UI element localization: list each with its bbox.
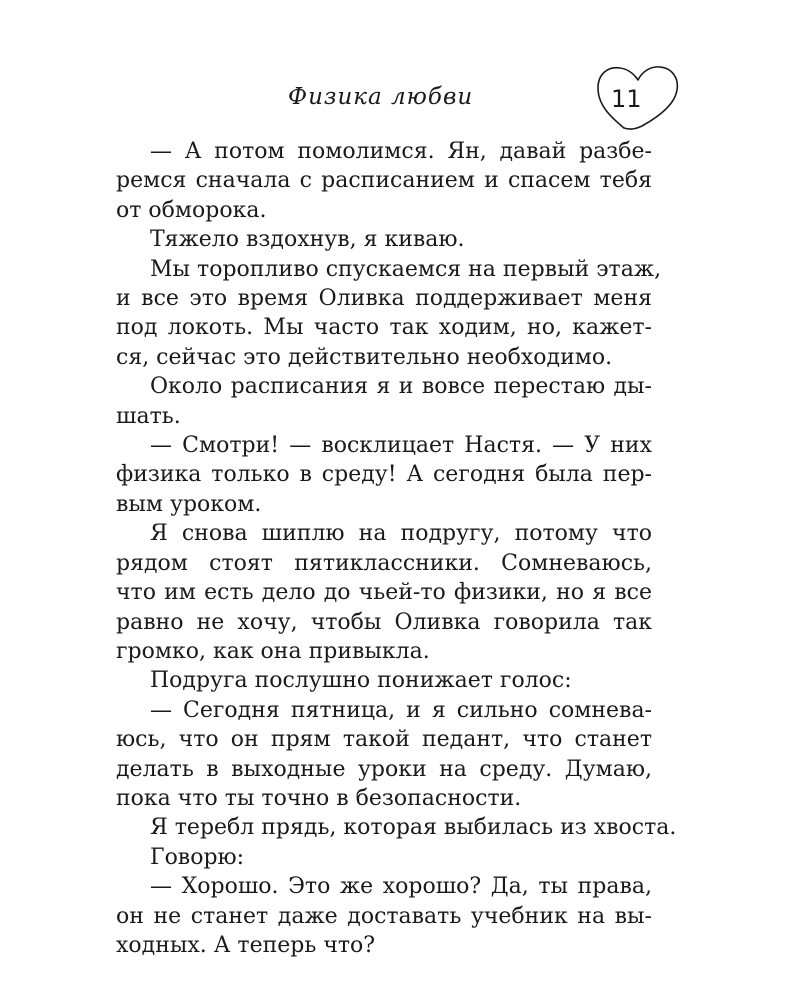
text-line: юсь, что он прям такой педант, что станет [116, 727, 652, 753]
text-line: — Смотри! — восклицает Настя. — У них [150, 433, 652, 459]
body-text [116, 137, 677, 960]
text-line: делать в выходные уроки на среду. Думаю, [116, 756, 652, 782]
text-line: Говорю: [150, 844, 245, 870]
text-line: пока что ты точно в безопасности. [116, 785, 522, 811]
text-line: ходных. А теперь что? [116, 932, 376, 958]
text-line: физика только в среду! А сегодня была пер- [116, 462, 652, 488]
text-line: Тяжело вздохнув, я киваю. [150, 227, 465, 253]
page-number: 11 [611, 85, 642, 113]
text-line: — А потом помолимся. Ян, давай разбе- [150, 139, 652, 164]
text-line: что им есть дело до чьей-то физики, но я все [116, 580, 652, 606]
text-line: от обморока. [116, 197, 267, 223]
text-line: и все это время Оливка поддерживает меня [116, 286, 652, 312]
text-line: он не станет даже доставать учебник на вы- [116, 903, 652, 929]
text-line: — Хорошо. Это же хорошо? Да, ты права, [150, 874, 652, 900]
text-line: Подруга послушно понижает голос: [150, 668, 572, 694]
running-title: Физика любви [288, 84, 474, 110]
text-line: Я теребл прядь, которая выбилась из хвоста. [150, 815, 677, 841]
text-line: рядом стоят пятиклассники. Сомневаюсь, [116, 550, 652, 576]
text-line: под локоть. Мы часто так ходим, но, кажет- [116, 315, 652, 341]
text-line: громко, как она привыкла. [116, 638, 430, 664]
page-number-badge [590, 60, 682, 132]
text-line: ся, сейчас это действительно необходимо. [116, 344, 613, 370]
text-line: Около расписания я и вовсе перестаю ды- [150, 374, 652, 400]
text-line: ремся сначала с расписанием и спасем тебя [116, 168, 652, 194]
text-line: Мы торопливо спускаемся на первый этаж, [150, 256, 662, 282]
text-line: шать. [116, 403, 181, 429]
text-line: Я снова шиплю на подругу, потому что [150, 521, 652, 547]
text-line: равно не хочу, чтобы Оливка говорила так [116, 609, 652, 635]
text-line: — Сегодня пятница, и я сильно сомнева- [150, 697, 652, 723]
text-line: вым уроком. [116, 491, 262, 517]
